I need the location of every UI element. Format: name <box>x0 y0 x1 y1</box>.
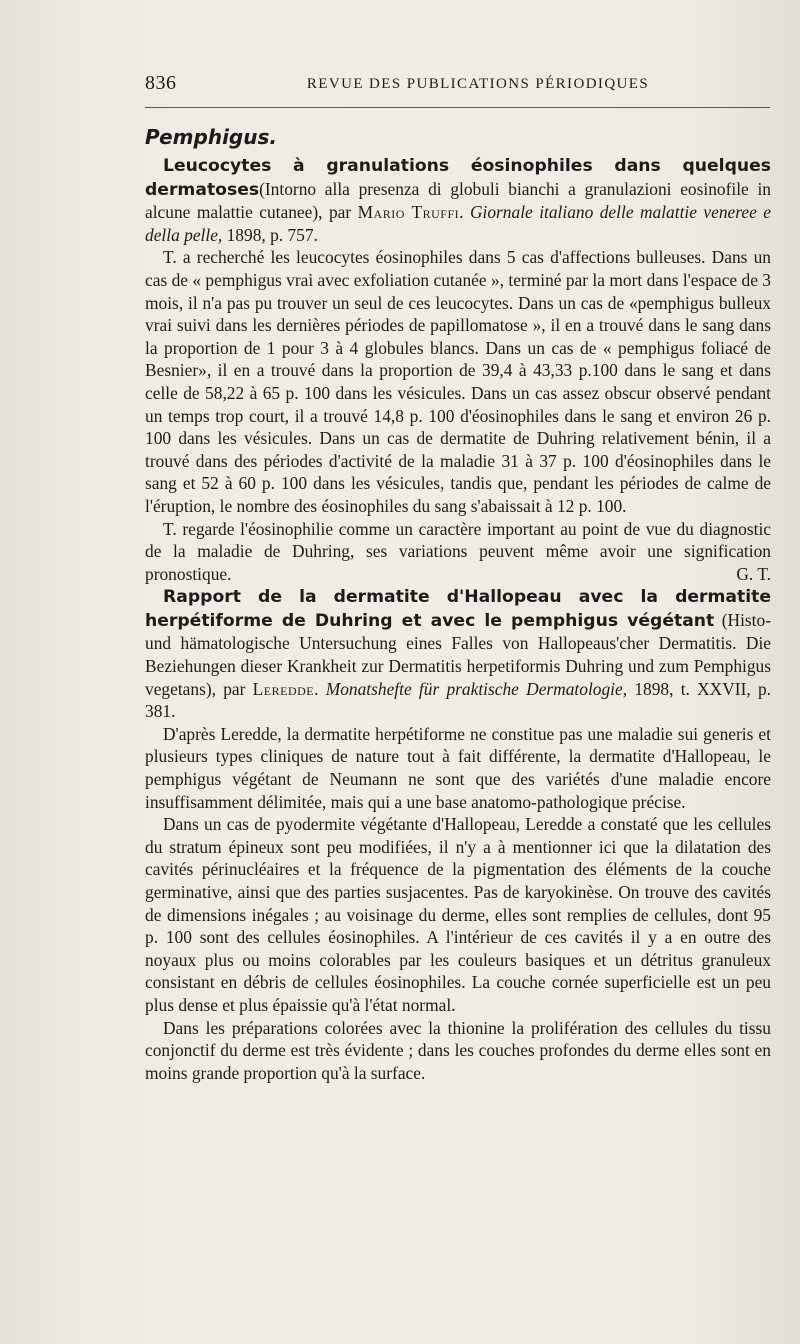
page-body <box>145 122 771 1084</box>
section-title: Pemphigus. <box>145 125 277 149</box>
article-2-author: Leredde <box>252 678 315 699</box>
running-head: REVUE DES PUBLICATIONS PÉRIODIQUES <box>306 76 650 92</box>
page-header <box>145 72 771 102</box>
article-1-heading: Leucocytes à granulations éosinophiles dans quelques dermatoses(Intorno alla presenza di globuli bianchi a granulazioni eosinofile in alcune malattie cutanee), par Mario Truffi. Giornale italiano delle malattie veneree e della pelle, 1898, p. 757. <box>145 156 771 245</box>
article-1-subtitle: (Intorno alla presenza di globuli bianchi a granulazioni eosinofile in alcune malattie cutanee), par <box>145 178 771 223</box>
article-1-citation: 1898, p. 757. <box>222 224 318 245</box>
article-1-title: Leucocytes à granulations éosinophiles dans quelques dermatoses <box>145 156 771 200</box>
article-2-paragraph: D'après Leredde, la dermatite herpétiforme ne constitue pas une maladie sui generis et plusieurs types cliniques de nature tout à fait différente, la dermatite d'Hallopeau, le pemphigus végétant de Neumann ne sont que des variétés d'une maladie encore insuffisamment délimitée, mais qui a une base anatomo-pathologique précise. <box>145 723 771 812</box>
article-1-paragraph-text: T. regarde l'éosinophilie comme un caractère important au point de vue du diagnostic de la maladie de Duhring, ses variations peuvent même avoir une signification pronostique. <box>145 518 771 584</box>
article-2-citation: 1898, t. XXVII, p. 381. <box>145 678 771 722</box>
page-number: 836 <box>145 72 177 94</box>
article-2-title: Rapport de la dermatite d'Hallopeau avec la dermatite herpétiforme de Duhring et avec le pemphigus végétant <box>145 587 771 631</box>
article-2-heading: Rapport de la dermatite d'Hallopeau avec la dermatite herpétiforme de Duhring et avec le pemphigus végétant (Histo-und hämatologische Untersuchung eines Falles von Hallopeaus'cher Dermatitis. Die Beziehungen dieser Krankheit zur Dermatitis herpetiformis Duhring und zum Pemphigus vegetans), par Leredde. Monatshefte für praktische Dermatologie, 1898, t. XXVII, p. 381. <box>145 587 771 722</box>
article-2-paragraph: Dans les préparations colorées avec la thionine la prolifération des cellules du tissu conjonctif du derme est très évidente ; dans les couches profondes du derme elles sont en moins grande proportion qu'à la surface. <box>145 1017 771 1083</box>
article-1-author: Mario Truffi <box>357 202 460 223</box>
article-2-paragraph: Dans un cas de pyodermite végétante d'Hallopeau, Leredde a constaté que les cellules du stratum épineux sont peu modifiées, il n'y a à mentionner ici que la dilatation des cavités périnucléaires et la fréquence de la pigmentation des éléments de la couche germinative, ainsi que des parties susjacentes. Pas de karyokinèse. On trouve des cavités de dimensions inégales ; au voisinage du derme, elles sont remplies de cellules, dont 95 p. 100 sont des cellules éosinophiles. A l'intérieur de ces cavités il y a en outre des noyaux plus ou moins colorables par les couleurs basiques et un détritus granuleux consistant en débris de cellules éosinophiles. La couche cornée superficielle est un peu plus dense et plus épaissie qu'à l'état normal. <box>145 814 771 1015</box>
article-1-journal: Giornale italiano delle malattie veneree e della pelle, <box>145 202 771 245</box>
article-1-paragraph <box>145 518 771 586</box>
header-rule <box>145 107 770 108</box>
article-2-journal: Monatshefte für praktische Dermatologie, <box>325 678 628 699</box>
article-1-paragraph: T. a recherché les leucocytes éosinophiles dans 5 cas d'affections bulleuses. Dans un cas de « pemphigus vrai avec exfoliation cutanée », terminé par la mort dans l'espace de 3 mois, il n'a pas pu trouver un seul de ces leucocytes. Dans un cas de «pemphigus bulleux vrai suivi dans les dernières périodes de papillomatose », il en a trouvé dans le sang dans la proportion de 1 pour 3 à 4 globules blancs. Dans un cas de « pemphigus foliacé de Besnier», il en a trouvé dans la proportion de 39,4 à 43,33 p.100 dans le sang et dans celle de 58,22 à 65 p. 100 dans les vésicules. Dans un cas assez obscur observé pendant un temps trop court, il a trouvé 14,8 p. 100 d'éosinophiles dans le sang et environ 26 p. 100 dans les vésicules. Dans un cas de dermatite de Duhring relativement bénin, il a trouvé dans des périodes d'activité de la maladie 31 à 37 p. 100 d'éosinophiles dans le sang et 52 à 60 p. 100 dans les vésicules, tandis que, pendant les périodes de calme de l'éruption, le nombre des éosinophiles du sang s'abaissait à 12 p. 100. <box>145 247 771 516</box>
article-1-signature: G. T. <box>736 563 771 584</box>
article-2-subtitle: (Histo-und hämatologische Untersuchung eines Falles von Hallopeaus'cher Dermatitis. Die Beziehungen dieser Krankheit zur Dermatitis herpetiformis Duhring und zum Pemphigus vegetans), par <box>145 609 771 699</box>
